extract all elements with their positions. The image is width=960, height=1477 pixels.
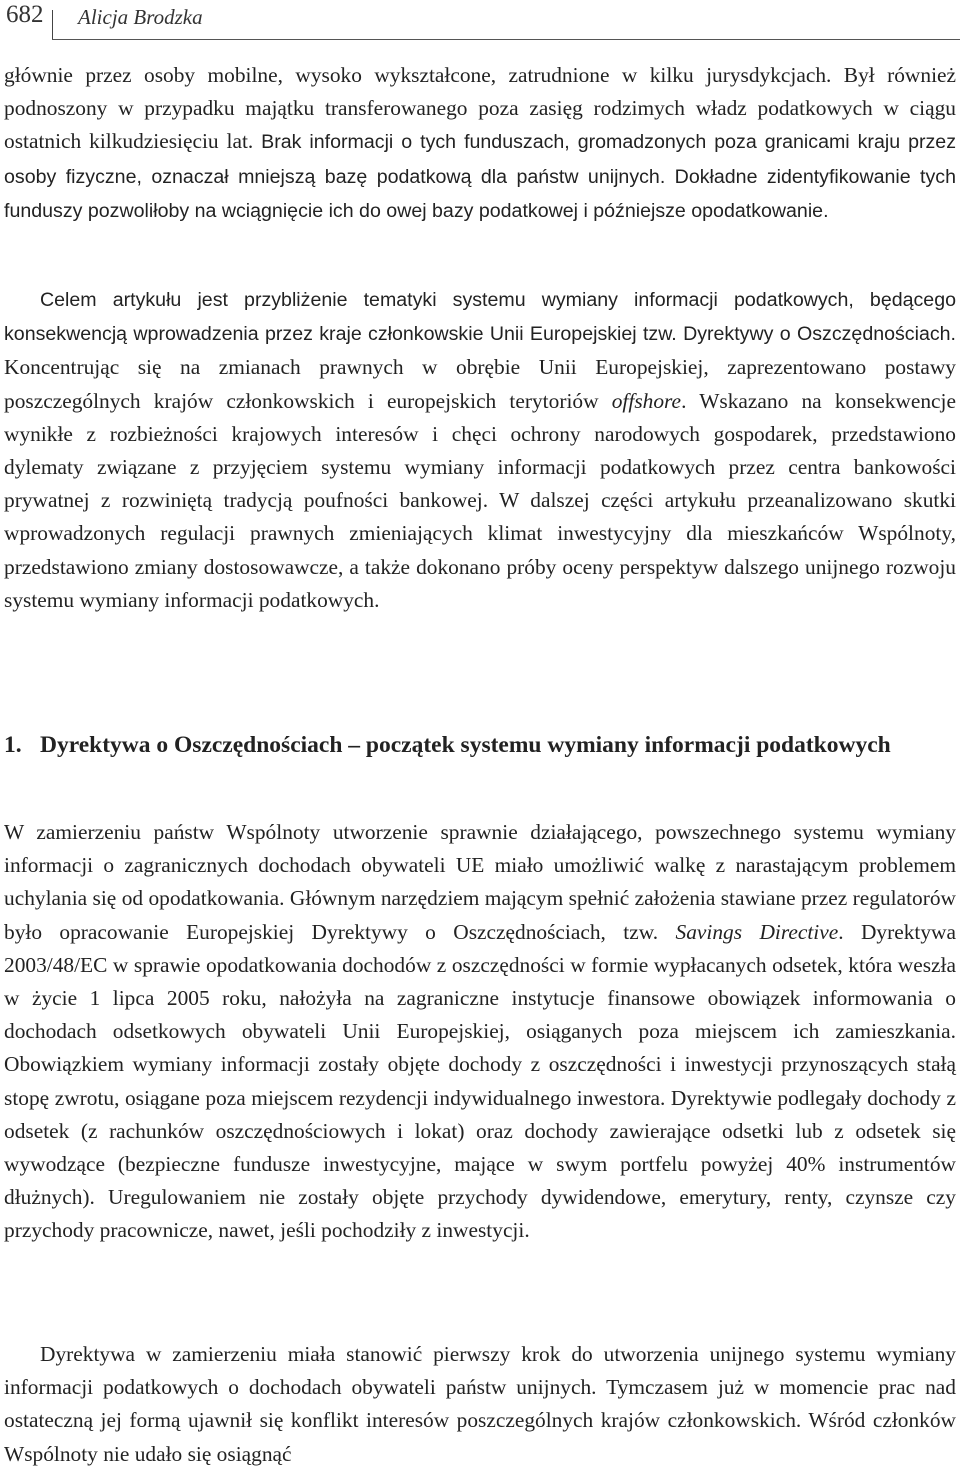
intro-paragraph-2-sans-part: Celem artykułu jest przybliżenie tematyki systemu wymiany informacji podatkowych, będącego konsekwencją wprowadzenia przez kraje członkowskie Unii Europejskiej tzw. Dyrektywy o Oszczędnościach. bbox=[4, 289, 956, 346]
running-head bbox=[0, 0, 960, 42]
intro-paragraph-2-rest: . Wskazano na konsekwencje wynikłe z rozbieżności krajowych interesów i chęci ochrony narodowych gospodarek, przedstawiono dylematy związane z przyjęciem systemu wymiany informacji podatkowych przez centra bankowości prywatnej z rozwiniętą tradycją poufności bankowej. W dalszej części artykułu przeanalizowano skutki wprowadzonych regulacji prawnych zmieniających klimat inwestycyjny dla mieszkańców Wspólnoty, przedstawiono zmiany dostosowawcze, a także dokonano próby oceny perspektyw dalszego unijnego rozwoju systemu wymiany informacji podatkowych. bbox=[4, 388, 956, 612]
intro-paragraph-2-text: Koncentrując się na zmianach prawnych w obrębie Unii Europejskiej, zaprezentowano postawy poszczególnych krajów członkowskich i europejskich terytoriów bbox=[4, 355, 956, 413]
section-paragraph-1 bbox=[4, 816, 956, 1248]
intro-paragraph-1-sans-part: Brak informacji o tych funduszach, gromadzonych poza granicami kraju przez osoby fizyczne, oznaczał mniejszą bazę podatkową dla państw unijnych. Dokładne zidentyfikowanie tych funduszy pozwoliłoby na wciągnięcie ich do owej bazy podatkowej i późniejsze opodatkowanie. bbox=[4, 131, 957, 222]
section-number: 1. bbox=[4, 732, 22, 758]
savings-directive-term: Savings Directive bbox=[675, 919, 839, 944]
header-horizontal-rule bbox=[52, 39, 960, 40]
running-head-author: Alicja Brodzka bbox=[78, 5, 203, 29]
section-paragraph-2: Dyrektywa w zamierzeniu miała stanowić pierwszy krok do utworzenia unijnego systemu wymiany informacji podatkowych o dochodach obywateli państw unijnych. Tymczasem już w momencie prac nad ostateczną jej formą ujawnił się konflikt interesów poszczególnych krajów członkowskich. Wśród członków Wspólnoty nie udało się osiągnąć bbox=[4, 1342, 956, 1466]
intro-paragraph-2 bbox=[4, 283, 956, 617]
offshore-term: offshore bbox=[611, 388, 682, 413]
section-heading bbox=[4, 728, 934, 762]
intro-paragraph-1 bbox=[4, 59, 956, 228]
section-paragraph-1-text: W zamierzeniu państw Wspólnoty utworzenie sprawnie działającego, powszechnego systemu wymiany informacji o zagranicznych dochodach obywateli UE miało umożliwić walkę z narastającym problemem uchylania się od opodatkowania. Głównym narzędziem mającym spełnić założenia stawiane przez regulatorów było opracowanie Europejskiej Dyrektywy o Oszczędnościach, tzw. bbox=[4, 820, 956, 944]
section-paragraph-1-rest: . Dyrektywa 2003/48/EC w sprawie opodatkowania dochodów z oszczędności w formie wypłacanych odsetek, która weszła w życie 1 lipca 2005 roku, nałożyła na zagraniczne instytucje finansowe obowiązek informowania o dochodach odsetkowych obywateli Unii Europejskiej, osiąganych poza miejscem ich zamieszkania. Obowiązkiem wymiany informacji zostały objęte dochody z oszczędności i inwestycji przynoszących stałą stopę zwrotu, osiągane poza miejscem rezydencji indywidualnego inwestora. Dyrektywie podlegały dochody z odsetek (z rachunków oszczędnościowych i lokat) oraz dochody zawierające odsetki lub z odsetek się wywodzące (bezpieczne fundusze inwestycyjne, mające w swym portfelu powyżej 40% instrumentów dłużnych). Uregulowaniem nie zostały objęte przychody dywidendowe, emerytury, renty, czynsze czy przychody pracownicze, nawet, jeśli pochodziły z inwestycji. bbox=[4, 919, 957, 1243]
header-vertical-rule bbox=[52, 10, 53, 40]
intro-paragraph-1-serif-part: głównie przez osoby mobilne, wysoko wykształcone, zatrudnione w kilku jurysdykcjach. Był również podnoszony w przypadku majątku transferowanego poza zasięg rodzimych władz podatkowych w ciągu ostatnich kilkudziesięciu lat. bbox=[4, 63, 956, 154]
page-number: 682 bbox=[6, 1, 44, 28]
section-title: Dyrektywa o Oszczędnościach – początek systemu wymiany informacji podatkowych bbox=[40, 732, 891, 758]
